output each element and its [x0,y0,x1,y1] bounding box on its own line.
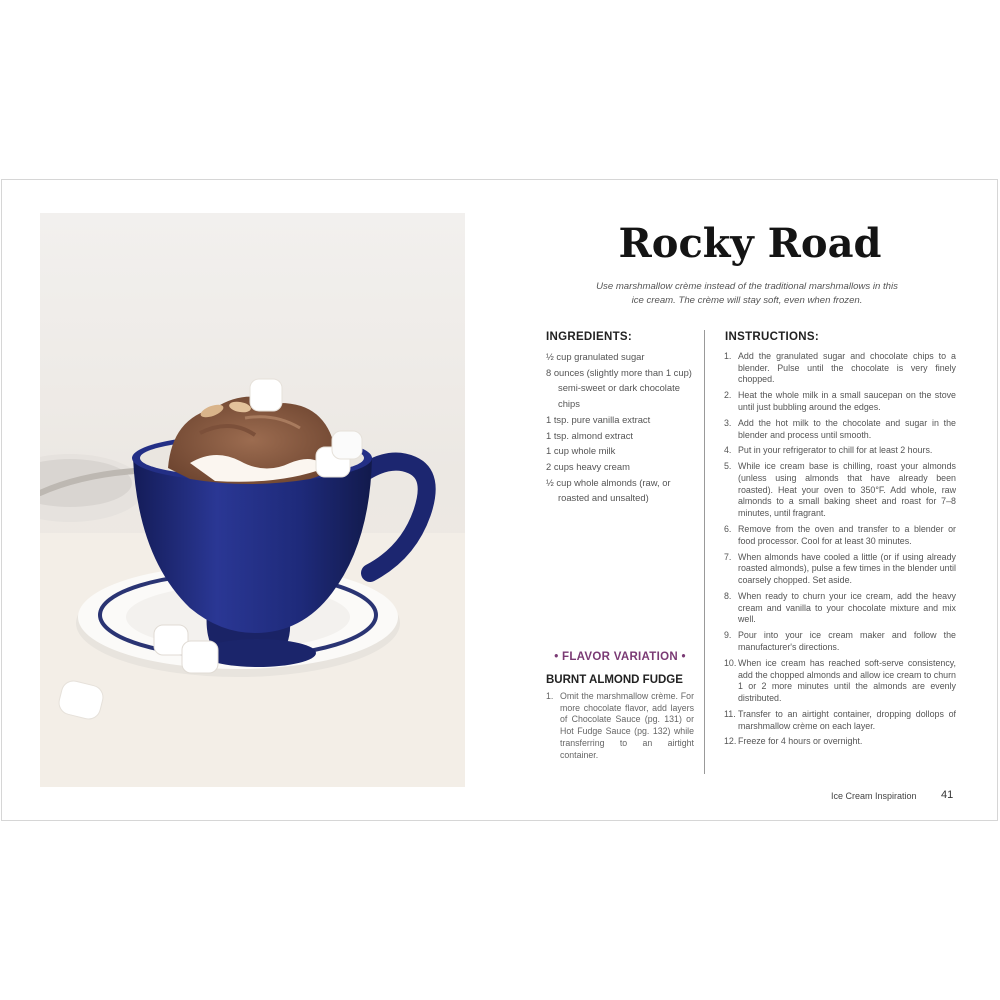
step-number: 1. [724,351,732,361]
instruction-step [724,630,956,653]
instruction-step [724,524,956,547]
step-number: 9. [724,630,732,641]
instruction-step [724,658,956,705]
running-footer: Ice Cream Inspiration [831,791,917,801]
recipe-photo [40,213,465,787]
step-number: 8. [724,590,732,601]
step-number: 4. [724,445,732,456]
page-number: 41 [941,789,954,801]
instruction-step [724,736,956,748]
flavor-variation-subheading: BURNT ALMOND FUDGE [546,674,683,686]
bullet-icon: • [681,651,686,663]
step-number: 3. [724,417,732,428]
step-number: 6. [724,524,732,535]
step-text: Put in your refrigerator to chill for at least 2 hours. [738,445,933,456]
ingredient-item: 1 cup whole milk [546,445,616,457]
instruction-step [724,461,956,520]
step-number: 11. [724,708,736,719]
ingredient-item: 2 cups heavy cream [546,460,630,472]
instruction-step [724,552,956,587]
recipe-title: Rocky Road [618,220,882,267]
book-spread [1,179,998,821]
step-text: Freeze for 4 hours or overnight. [738,736,863,747]
ingredients-heading: INGREDIENTS: [546,331,633,343]
ingredient-item: ½ cup granulated sugar [546,351,645,362]
step-text: Add the granulated sugar and chocolate chips to a blender. Pulse until the chocolate is very finely chopped. [738,351,956,385]
instruction-step [724,390,956,413]
recipe-intro: Use marshmallow crème instead of the traditional marshmallows in this ice cream. The crème will stay soft, even when frozen. [596,281,898,306]
step-text: While ice cream base is chilling, roast your almonds (unless using almonds that have already been roasted). Heat your oven to 350°F. Add whole, raw almonds to a small baking sheet and roast for 7–8 minutes, until fragrant. [738,461,956,519]
ingredient-item: 1 tsp. almond extract [546,429,634,441]
flavor-variation-item [546,691,694,761]
step-text: When ready to churn your ice cream, add the heavy cream and vanilla to your chocolate mixture and mix well. [738,590,956,625]
column-divider [704,330,705,774]
ingredient-item: 8 ounces (slightly more than 1 cup) semi-sweet or dark chocolate chips [546,366,692,410]
step-number: 5. [724,461,732,472]
step-number: 2. [724,390,732,401]
step-text: Remove from the oven and transfer to a blender or food processor. Cool for at least 30 minutes. [738,524,956,546]
instructions-list [724,351,956,752]
ingredient-item: ½ cup whole almonds (raw, or roasted and unsalted) [546,476,671,504]
instruction-step [724,709,956,732]
step-text: When ice cream has reached soft-serve consistency, add the chopped almonds and allow ice cream to churn 1 or 2 more minutes until the almonds are evenly distributed. [738,657,956,703]
flavor-item-number: 1. [546,691,554,701]
step-text: Add the hot milk to the chocolate and sugar in the blender and process until smooth. [738,417,956,440]
instructions-heading: INSTRUCTIONS: [725,331,819,343]
instruction-step [724,418,956,441]
instruction-step [724,445,956,457]
step-text: Transfer to an airtight container, dropping dollops of marshmallow crème on each layer. [738,708,956,731]
step-text: Pour into your ice cream maker and follow the manufacturer's directions. [738,630,956,652]
ice-cream-cup-illustration [40,213,465,787]
ingredients-list [546,349,696,506]
ingredient-item: 1 tsp. pure vanilla extract [546,413,651,425]
flavor-item-text: Omit the marshmallow crème. For more chocolate flavor, add layers of Chocolate Sauce (pg. 131) or Hot Fudge Sauce (pg. 132) while transferring to an airtight container. [560,691,694,760]
step-number: 12. [724,736,737,747]
step-text: Heat the whole milk in a small saucepan on the stove until just bubbling around the edges. [738,390,956,412]
step-text: When almonds have cooled a little (or if using already roasted almonds), pulse a few times in the blender until coarsely chopped. Set aside. [738,551,956,586]
step-number: 7. [724,551,732,562]
step-number: 10. [724,657,737,668]
flavor-variation-heading [550,651,690,663]
instruction-step [724,351,956,386]
instruction-step [724,591,956,626]
flavor-variation-label: FLAVOR VARIATION [562,651,678,663]
bullet-icon: • [554,651,559,663]
